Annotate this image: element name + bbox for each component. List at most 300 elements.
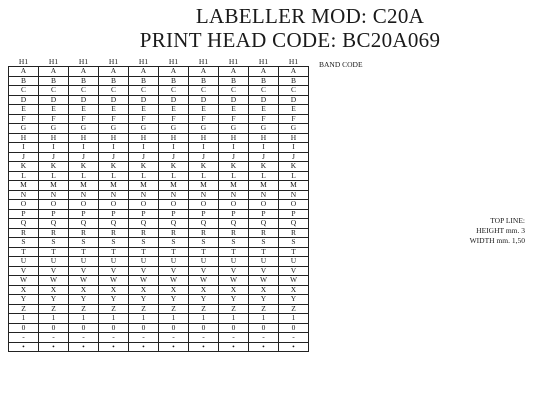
table-cell: W (9, 276, 39, 286)
column-header-row (9, 57, 309, 67)
table-cell: • (279, 342, 309, 352)
table-cell: G (219, 124, 249, 134)
table-row (9, 276, 309, 286)
table-cell: V (129, 266, 159, 276)
table-cell: 1 (249, 314, 279, 324)
table-row (9, 342, 309, 352)
table-cell: U (9, 257, 39, 267)
column-header: H1 (258, 57, 269, 66)
table-cell: L (99, 171, 129, 181)
table-cell: T (9, 247, 39, 257)
table-row (9, 95, 309, 105)
table-cell: A (129, 67, 159, 77)
table-row (9, 257, 309, 267)
table-cell: T (219, 247, 249, 257)
table-cell: T (99, 247, 129, 257)
table-cell: I (69, 143, 99, 153)
table-cell: O (39, 200, 69, 210)
table-cell: I (249, 143, 279, 153)
table-cell: N (279, 190, 309, 200)
table-cell: J (99, 152, 129, 162)
table-cell: X (129, 285, 159, 295)
table-cell: R (159, 228, 189, 238)
table-cell: T (39, 247, 69, 257)
table-cell: P (9, 209, 39, 219)
table-cell: K (279, 162, 309, 172)
table-cell: C (219, 86, 249, 96)
table-cell: H (249, 133, 279, 143)
table-cell: F (189, 114, 219, 124)
table-cell: D (99, 95, 129, 105)
table-cell: R (99, 228, 129, 238)
table-cell: M (9, 181, 39, 191)
table-cell: F (9, 114, 39, 124)
table-cell: O (9, 200, 39, 210)
top-line-height: HEIGHT mm. 3 (476, 226, 525, 235)
table-cell: M (219, 181, 249, 191)
table-cell: L (279, 171, 309, 181)
table-row (9, 285, 309, 295)
table-cell: X (159, 285, 189, 295)
table-cell: L (159, 171, 189, 181)
column-header: H1 (108, 57, 119, 66)
table-cell: 0 (39, 323, 69, 333)
table-cell: L (219, 171, 249, 181)
table-cell: P (219, 209, 249, 219)
table-cell: I (129, 143, 159, 153)
table-cell: L (39, 171, 69, 181)
table-row (9, 143, 309, 153)
top-line-notes (420, 216, 525, 246)
table-cell: T (69, 247, 99, 257)
table-cell: N (189, 190, 219, 200)
table-cell: J (159, 152, 189, 162)
table-cell: R (69, 228, 99, 238)
table-cell: E (129, 105, 159, 115)
table-cell: • (39, 342, 69, 352)
table-cell: B (99, 76, 129, 86)
table-cell: M (249, 181, 279, 191)
table-cell: Y (99, 295, 129, 305)
table-cell: Y (189, 295, 219, 305)
table-cell: M (69, 181, 99, 191)
table-cell: P (159, 209, 189, 219)
table-cell: M (159, 181, 189, 191)
table-cell: • (249, 342, 279, 352)
table-cell: Y (129, 295, 159, 305)
table-cell: Z (129, 304, 159, 314)
table-cell: A (249, 67, 279, 77)
table-cell: X (219, 285, 249, 295)
table-cell: 0 (159, 323, 189, 333)
table-row (9, 200, 309, 210)
table-cell: Z (69, 304, 99, 314)
table-row (9, 105, 309, 115)
table-cell: U (189, 257, 219, 267)
band-code-label: BAND CODE (319, 60, 363, 69)
table-cell: 0 (129, 323, 159, 333)
table-cell: C (249, 86, 279, 96)
table-cell: F (129, 114, 159, 124)
table-cell: Z (189, 304, 219, 314)
table-cell: N (129, 190, 159, 200)
table-cell: G (39, 124, 69, 134)
table-cell: W (39, 276, 69, 286)
column-header: H1 (48, 57, 59, 66)
table-cell: V (219, 266, 249, 276)
table-cell: 0 (9, 323, 39, 333)
table-cell: • (159, 342, 189, 352)
table-row (9, 238, 309, 248)
table-cell: - (279, 333, 309, 343)
table-cell: S (9, 238, 39, 248)
table-cell: L (9, 171, 39, 181)
table-cell: V (69, 266, 99, 276)
table-cell: Z (219, 304, 249, 314)
table-cell: • (9, 342, 39, 352)
table-cell: B (9, 76, 39, 86)
table-cell: 0 (69, 323, 99, 333)
table-cell: K (39, 162, 69, 172)
table-cell: C (189, 86, 219, 96)
table-cell: O (219, 200, 249, 210)
table-cell: O (249, 200, 279, 210)
table-cell: C (99, 86, 129, 96)
table-cell: U (39, 257, 69, 267)
table-cell: Q (159, 219, 189, 229)
table-cell: 1 (39, 314, 69, 324)
table-cell: O (69, 200, 99, 210)
table-cell: A (159, 67, 189, 77)
table-row (9, 152, 309, 162)
table-cell: J (219, 152, 249, 162)
table-cell: S (159, 238, 189, 248)
table-row (9, 228, 309, 238)
table-row (9, 190, 309, 200)
table-cell: U (99, 257, 129, 267)
table-cell: I (189, 143, 219, 153)
table-cell: F (69, 114, 99, 124)
table-cell: 0 (279, 323, 309, 333)
table-cell: R (129, 228, 159, 238)
table-cell: P (189, 209, 219, 219)
table-cell: U (129, 257, 159, 267)
table-cell: I (99, 143, 129, 153)
table-cell: D (69, 95, 99, 105)
table-cell: 1 (189, 314, 219, 324)
table-cell: N (69, 190, 99, 200)
table-cell: Q (129, 219, 159, 229)
table-cell: S (129, 238, 159, 248)
table-cell: A (99, 67, 129, 77)
table-row (9, 333, 309, 343)
table-cell: H (99, 133, 129, 143)
table-cell: V (99, 266, 129, 276)
table-cell: Y (39, 295, 69, 305)
column-header: H1 (78, 57, 89, 66)
table-cell: C (279, 86, 309, 96)
table-cell: M (39, 181, 69, 191)
table-cell: - (69, 333, 99, 343)
table-cell: B (69, 76, 99, 86)
table-cell: H (9, 133, 39, 143)
table-cell: Y (159, 295, 189, 305)
table-cell: S (189, 238, 219, 248)
table-cell: F (279, 114, 309, 124)
table-cell: J (69, 152, 99, 162)
table-cell: X (99, 285, 129, 295)
labeller-model-title: LABELLER MOD: C20A (195, 4, 425, 28)
table-row (9, 133, 309, 143)
table-cell: • (99, 342, 129, 352)
column-header: H1 (288, 57, 299, 66)
table-cell: E (249, 105, 279, 115)
table-cell: M (129, 181, 159, 191)
table-cell: C (9, 86, 39, 96)
table-cell: I (219, 143, 249, 153)
table-cell: J (129, 152, 159, 162)
table-cell: B (219, 76, 249, 86)
table-cell: W (69, 276, 99, 286)
table-cell: D (279, 95, 309, 105)
table-cell: M (189, 181, 219, 191)
table-cell: V (9, 266, 39, 276)
table-cell: Z (279, 304, 309, 314)
table-cell: D (129, 95, 159, 105)
table-cell: R (9, 228, 39, 238)
table-cell: T (279, 247, 309, 257)
table-cell: - (249, 333, 279, 343)
table-cell: 1 (99, 314, 129, 324)
table-cell: - (219, 333, 249, 343)
table-cell: N (39, 190, 69, 200)
table-cell: L (129, 171, 159, 181)
table-cell: C (159, 86, 189, 96)
table-cell: S (279, 238, 309, 248)
table-cell: Z (9, 304, 39, 314)
table-cell: N (9, 190, 39, 200)
table-cell: J (39, 152, 69, 162)
table-row (9, 314, 309, 324)
table-cell: J (279, 152, 309, 162)
table-cell: V (159, 266, 189, 276)
table-cell: L (69, 171, 99, 181)
table-cell: U (249, 257, 279, 267)
table-cell: O (99, 200, 129, 210)
table-cell: D (159, 95, 189, 105)
table-cell: K (159, 162, 189, 172)
table-cell: E (9, 105, 39, 115)
table-cell: T (189, 247, 219, 257)
table-cell: X (39, 285, 69, 295)
table-cell: 0 (219, 323, 249, 333)
table-cell: E (279, 105, 309, 115)
table-cell: C (129, 86, 159, 96)
band-code-table (8, 57, 309, 352)
table-cell: S (249, 238, 279, 248)
table-row (9, 295, 309, 305)
table-cell: S (69, 238, 99, 248)
table-cell: M (99, 181, 129, 191)
table-cell: J (9, 152, 39, 162)
table-cell: E (159, 105, 189, 115)
table-cell: P (69, 209, 99, 219)
table-cell: E (189, 105, 219, 115)
table-cell: B (159, 76, 189, 86)
table-cell: X (69, 285, 99, 295)
table-cell: K (249, 162, 279, 172)
table-cell: G (249, 124, 279, 134)
table-cell: 1 (279, 314, 309, 324)
table-cell: O (159, 200, 189, 210)
table-row (9, 124, 309, 134)
table-cell: V (249, 266, 279, 276)
table-cell: W (219, 276, 249, 286)
table-cell: W (189, 276, 219, 286)
table-cell: D (249, 95, 279, 105)
table-cell: D (39, 95, 69, 105)
table-cell: Z (39, 304, 69, 314)
table-cell: Y (249, 295, 279, 305)
table-cell: K (219, 162, 249, 172)
table-cell: L (189, 171, 219, 181)
table-cell: N (219, 190, 249, 200)
table-cell: Z (99, 304, 129, 314)
table-cell: Q (9, 219, 39, 229)
table-cell: X (249, 285, 279, 295)
table-row (9, 86, 309, 96)
table-cell: E (219, 105, 249, 115)
table-cell: U (279, 257, 309, 267)
table-cell: S (99, 238, 129, 248)
table-cell: - (159, 333, 189, 343)
table-cell: V (189, 266, 219, 276)
table-row (9, 67, 309, 77)
table-row (9, 181, 309, 191)
table-cell: A (39, 67, 69, 77)
table-cell: J (189, 152, 219, 162)
table-cell: Y (219, 295, 249, 305)
table-cell: F (219, 114, 249, 124)
table-cell: H (219, 133, 249, 143)
table-cell: Q (249, 219, 279, 229)
table-cell: C (69, 86, 99, 96)
table-cell: 1 (69, 314, 99, 324)
table-row (9, 171, 309, 181)
table-cell: Q (39, 219, 69, 229)
table-cell: Q (69, 219, 99, 229)
table-cell: H (39, 133, 69, 143)
column-header: H1 (138, 57, 149, 66)
table-cell: Z (159, 304, 189, 314)
table-cell: P (99, 209, 129, 219)
table-cell: O (129, 200, 159, 210)
table-cell: P (129, 209, 159, 219)
table-cell: A (69, 67, 99, 77)
table-cell: A (9, 67, 39, 77)
table-cell: R (219, 228, 249, 238)
table-cell: - (39, 333, 69, 343)
table-cell: 1 (219, 314, 249, 324)
table-cell: B (129, 76, 159, 86)
table-cell: T (129, 247, 159, 257)
table-cell: K (189, 162, 219, 172)
table-cell: G (69, 124, 99, 134)
table-cell: K (69, 162, 99, 172)
table-cell: R (189, 228, 219, 238)
table-cell: C (39, 86, 69, 96)
table-cell: Y (9, 295, 39, 305)
table-cell: B (279, 76, 309, 86)
table-cell: T (159, 247, 189, 257)
table-cell: G (189, 124, 219, 134)
table-cell: - (129, 333, 159, 343)
table-cell: G (279, 124, 309, 134)
table-cell: M (279, 181, 309, 191)
table-cell: B (189, 76, 219, 86)
table-row (9, 304, 309, 314)
table-cell: Z (249, 304, 279, 314)
table-row (9, 266, 309, 276)
table-cell: W (159, 276, 189, 286)
table-cell: A (279, 67, 309, 77)
band-rows (9, 67, 309, 352)
table-cell: 1 (9, 314, 39, 324)
table-cell: G (129, 124, 159, 134)
table-cell: • (129, 342, 159, 352)
table-cell: Q (279, 219, 309, 229)
table-cell: X (279, 285, 309, 295)
table-cell: U (159, 257, 189, 267)
table-cell: N (99, 190, 129, 200)
table-row (9, 323, 309, 333)
top-line-title: TOP LINE: (490, 216, 525, 225)
print-head-code-title: PRINT HEAD CODE: BC20A069 (139, 28, 441, 52)
table-cell: J (249, 152, 279, 162)
table-cell: Q (189, 219, 219, 229)
table-cell: N (159, 190, 189, 200)
table-cell: I (279, 143, 309, 153)
table-row (9, 162, 309, 172)
table-cell: F (159, 114, 189, 124)
table-cell: A (219, 67, 249, 77)
table-cell: F (249, 114, 279, 124)
table-cell: T (249, 247, 279, 257)
table-cell: R (39, 228, 69, 238)
table-cell: V (279, 266, 309, 276)
table-cell: Y (279, 295, 309, 305)
table-cell: Y (69, 295, 99, 305)
table-cell: • (189, 342, 219, 352)
table-cell: H (159, 133, 189, 143)
table-cell: O (279, 200, 309, 210)
table-cell: I (9, 143, 39, 153)
table-cell: K (129, 162, 159, 172)
table-cell: L (249, 171, 279, 181)
column-header: H1 (18, 57, 29, 66)
table-row (9, 76, 309, 86)
table-cell: 0 (189, 323, 219, 333)
table-cell: - (99, 333, 129, 343)
table-cell: A (189, 67, 219, 77)
table-row (9, 247, 309, 257)
table-cell: I (39, 143, 69, 153)
table-cell: R (249, 228, 279, 238)
top-line-width: WIDTH mm. 1,50 (469, 236, 525, 245)
table-cell: H (129, 133, 159, 143)
table-cell: W (99, 276, 129, 286)
table-cell: O (189, 200, 219, 210)
